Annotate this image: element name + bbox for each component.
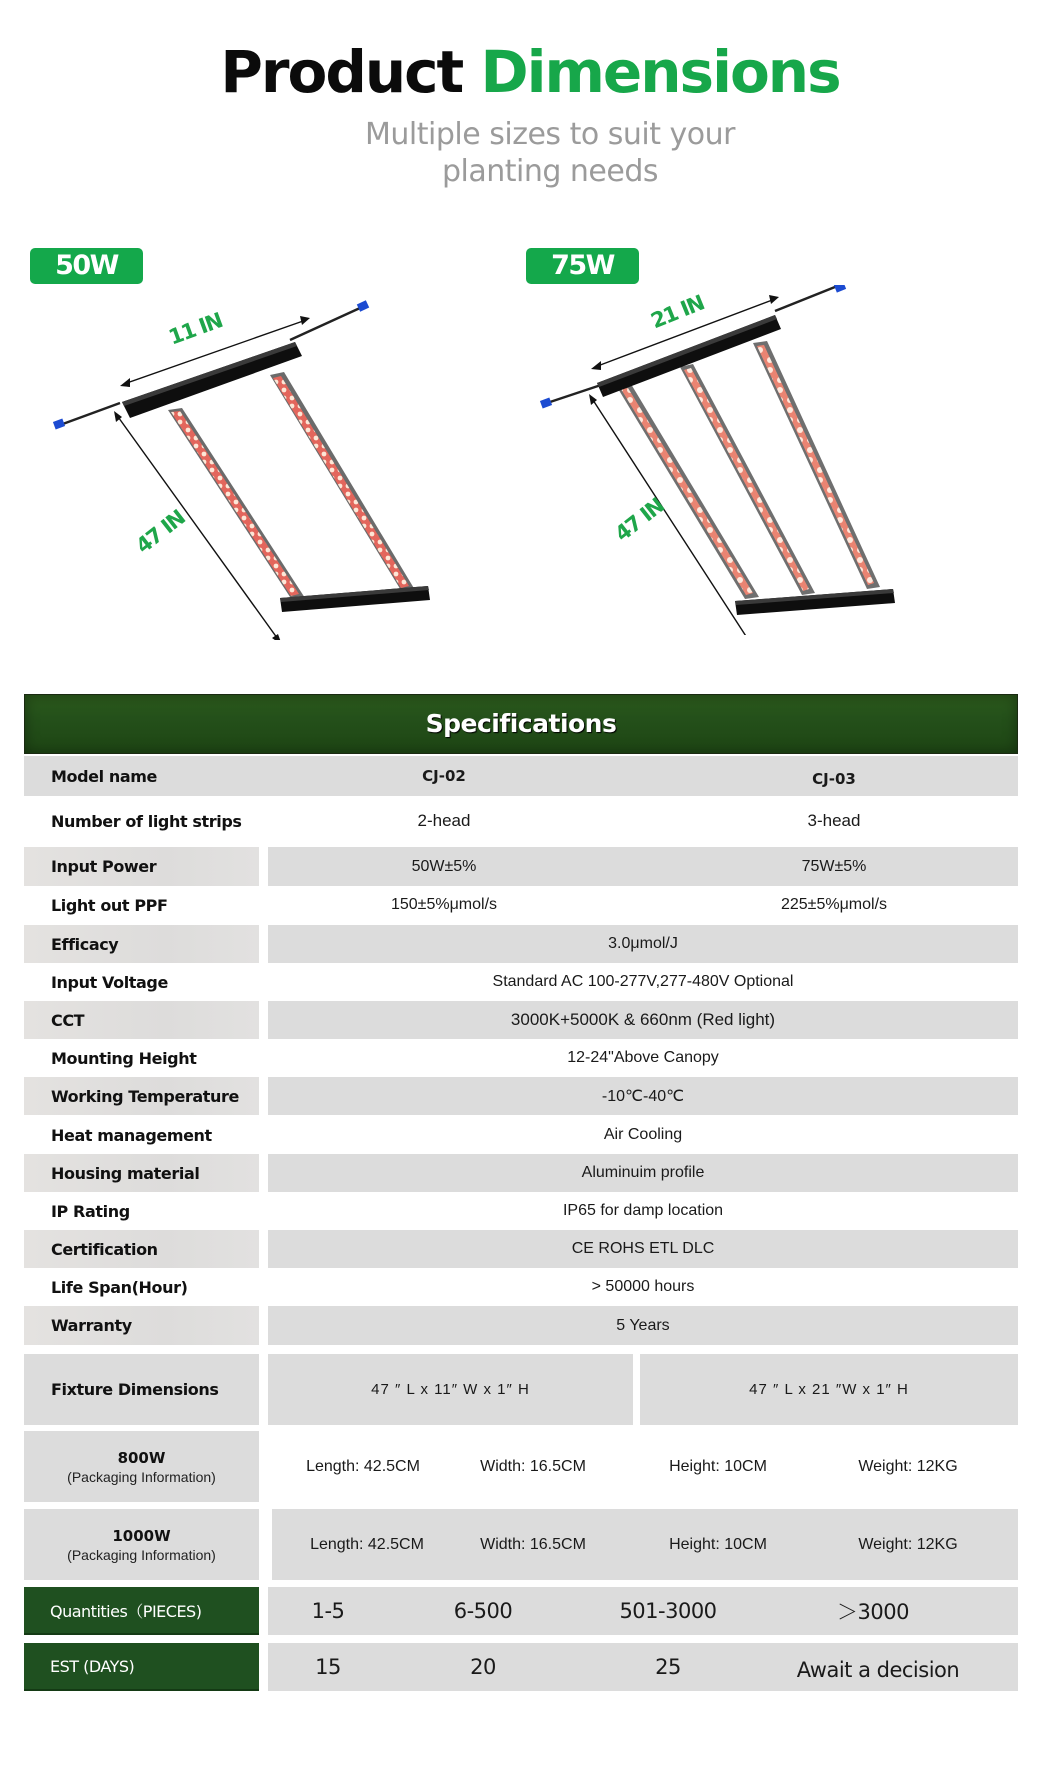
packaging-row-1000w [24,1509,1018,1580]
grow-light-3-strip-image [535,285,955,635]
est-tier-3: 25 [655,1655,681,1679]
spec-row-life-span [24,1268,1018,1306]
qty-tier-1: 1-5 [311,1599,345,1623]
grow-light-2-strip-image [40,290,460,640]
specifications-header: Specifications [24,694,1018,754]
page-title [0,40,1060,104]
pkg-width: Width: 16.5CM [480,1457,586,1475]
pkg-length: Length: 42.5CM [310,1535,424,1553]
model-cj02: CJ-02 [422,767,466,785]
fixture-cj03: 47 ″ L x 21 ″W x 1″ H [640,1354,1018,1425]
strips-cj03: 3-head [807,811,861,830]
spec-label: Light out PPF [51,895,168,915]
spec-row-model [24,756,1018,796]
spec-row-housing-material [24,1154,1018,1192]
spec-value: Air Cooling [603,1126,683,1143]
est-days-row [24,1643,1018,1691]
title-dimensions: Dimensions [480,38,840,106]
spec-value: 3000K+5000K & 660nm (Red light) [268,1001,1018,1039]
spec-value: > 50000 hours [591,1278,695,1295]
spec-row-warranty [24,1306,1018,1345]
spec-label: Certification [24,1230,259,1268]
length-label-50w: 47 IN [131,505,190,559]
spec-row-efficacy [24,925,1018,963]
spec-label: Warranty [24,1306,259,1345]
spec-label: Working Temperature [24,1077,259,1115]
packaging-sub: (Packaging Information) [67,1468,216,1485]
spec-row-fixture-dimensions [24,1354,1018,1425]
fixture-cj02: 47 ″ L x 11″ W x 1″ H [268,1354,633,1425]
est-days-label: EST (DAYS) [24,1643,259,1691]
spec-label: Heat management [51,1125,212,1145]
width-label-75w: 21 IN [647,290,707,334]
pkg-height: Height: 10CM [669,1457,767,1475]
packaging-sub: (Packaging Information) [67,1546,216,1563]
ppf-cj03: 225±5%μmol/s [780,896,888,913]
spec-value: Aluminuim profile [268,1154,1018,1192]
spec-label: Efficacy [24,925,259,963]
spec-row-certification [24,1230,1018,1268]
est-tier-1: 15 [315,1655,341,1679]
packaging-watt: 1000W [112,1526,171,1545]
quantities-label: Quantities（PIECES) [24,1587,259,1635]
ppf-cj02: 150±5%μmol/s [390,896,498,913]
power-cj03: 75W±5% [801,857,867,875]
quantities-row [24,1587,1018,1635]
spec-value: IP65 for damp location [562,1202,724,1219]
model-cj03: CJ-03 [812,770,856,788]
spec-label: CCT [24,1001,259,1039]
spec-label: IP Rating [51,1201,130,1221]
spec-row-working-temperature [24,1077,1018,1115]
badge-50w: 50W [30,248,143,284]
spec-value: Standard AC 100-277V,277-480V Optional [492,973,794,990]
packaging-watt: 800W [117,1448,166,1467]
spec-value: 12-24"Above Canopy [567,1049,719,1066]
spec-label: Fixture Dimensions [24,1354,259,1425]
est-tier-4: Await a decision [796,1658,960,1682]
spec-value: CE ROHS ETL DLC [268,1230,1018,1268]
qty-tier-4: ＞3000 [837,1600,909,1624]
subtitle: Multiple sizes to suit your planting needs [365,117,735,189]
spec-label: Input Power [24,847,259,886]
title-product: Product [220,38,463,106]
packaging-label [24,1431,259,1502]
width-label-50w: 11 IN [165,308,225,350]
pkg-weight: Weight: 12KG [858,1535,958,1553]
spec-row-mounting-height [24,1039,1018,1077]
pkg-weight: Weight: 12KG [858,1457,958,1475]
pkg-height: Height: 10CM [669,1535,767,1553]
spec-row-input-power [24,847,1018,886]
spec-label: Mounting Height [51,1048,197,1068]
qty-tier-3: 501-3000 [619,1599,717,1623]
spec-row-ip-rating [24,1192,1018,1230]
pkg-width: Width: 16.5CM [480,1535,586,1553]
spec-row-ppf [24,886,1018,924]
pkg-length: Length: 42.5CM [306,1457,420,1475]
power-cj02: 50W±5% [411,857,477,875]
packaging-label [24,1509,259,1580]
strips-cj02: 2-head [417,811,471,830]
spec-row-strips [24,798,1018,844]
spec-value: 5 Years [268,1306,1018,1345]
length-label-75w: 47 IN [610,493,669,547]
spec-label: Model name [51,766,157,786]
badge-75w: 75W [526,248,639,284]
spec-label: Input Voltage [51,972,168,992]
spec-label: Number of light strips [51,811,242,831]
spec-row-cct [24,1001,1018,1039]
qty-tier-2: 6-500 [453,1599,513,1623]
spec-row-heat-management [24,1116,1018,1154]
spec-label: Life Span(Hour) [51,1277,188,1297]
spec-value: 3.0μmol/J [268,925,1018,963]
spec-label: Housing material [24,1154,259,1192]
spec-row-input-voltage [24,963,1018,1001]
spec-value: -10℃-40℃ [268,1077,1018,1115]
packaging-row-800w [24,1431,1018,1502]
est-tier-2: 20 [470,1655,496,1679]
